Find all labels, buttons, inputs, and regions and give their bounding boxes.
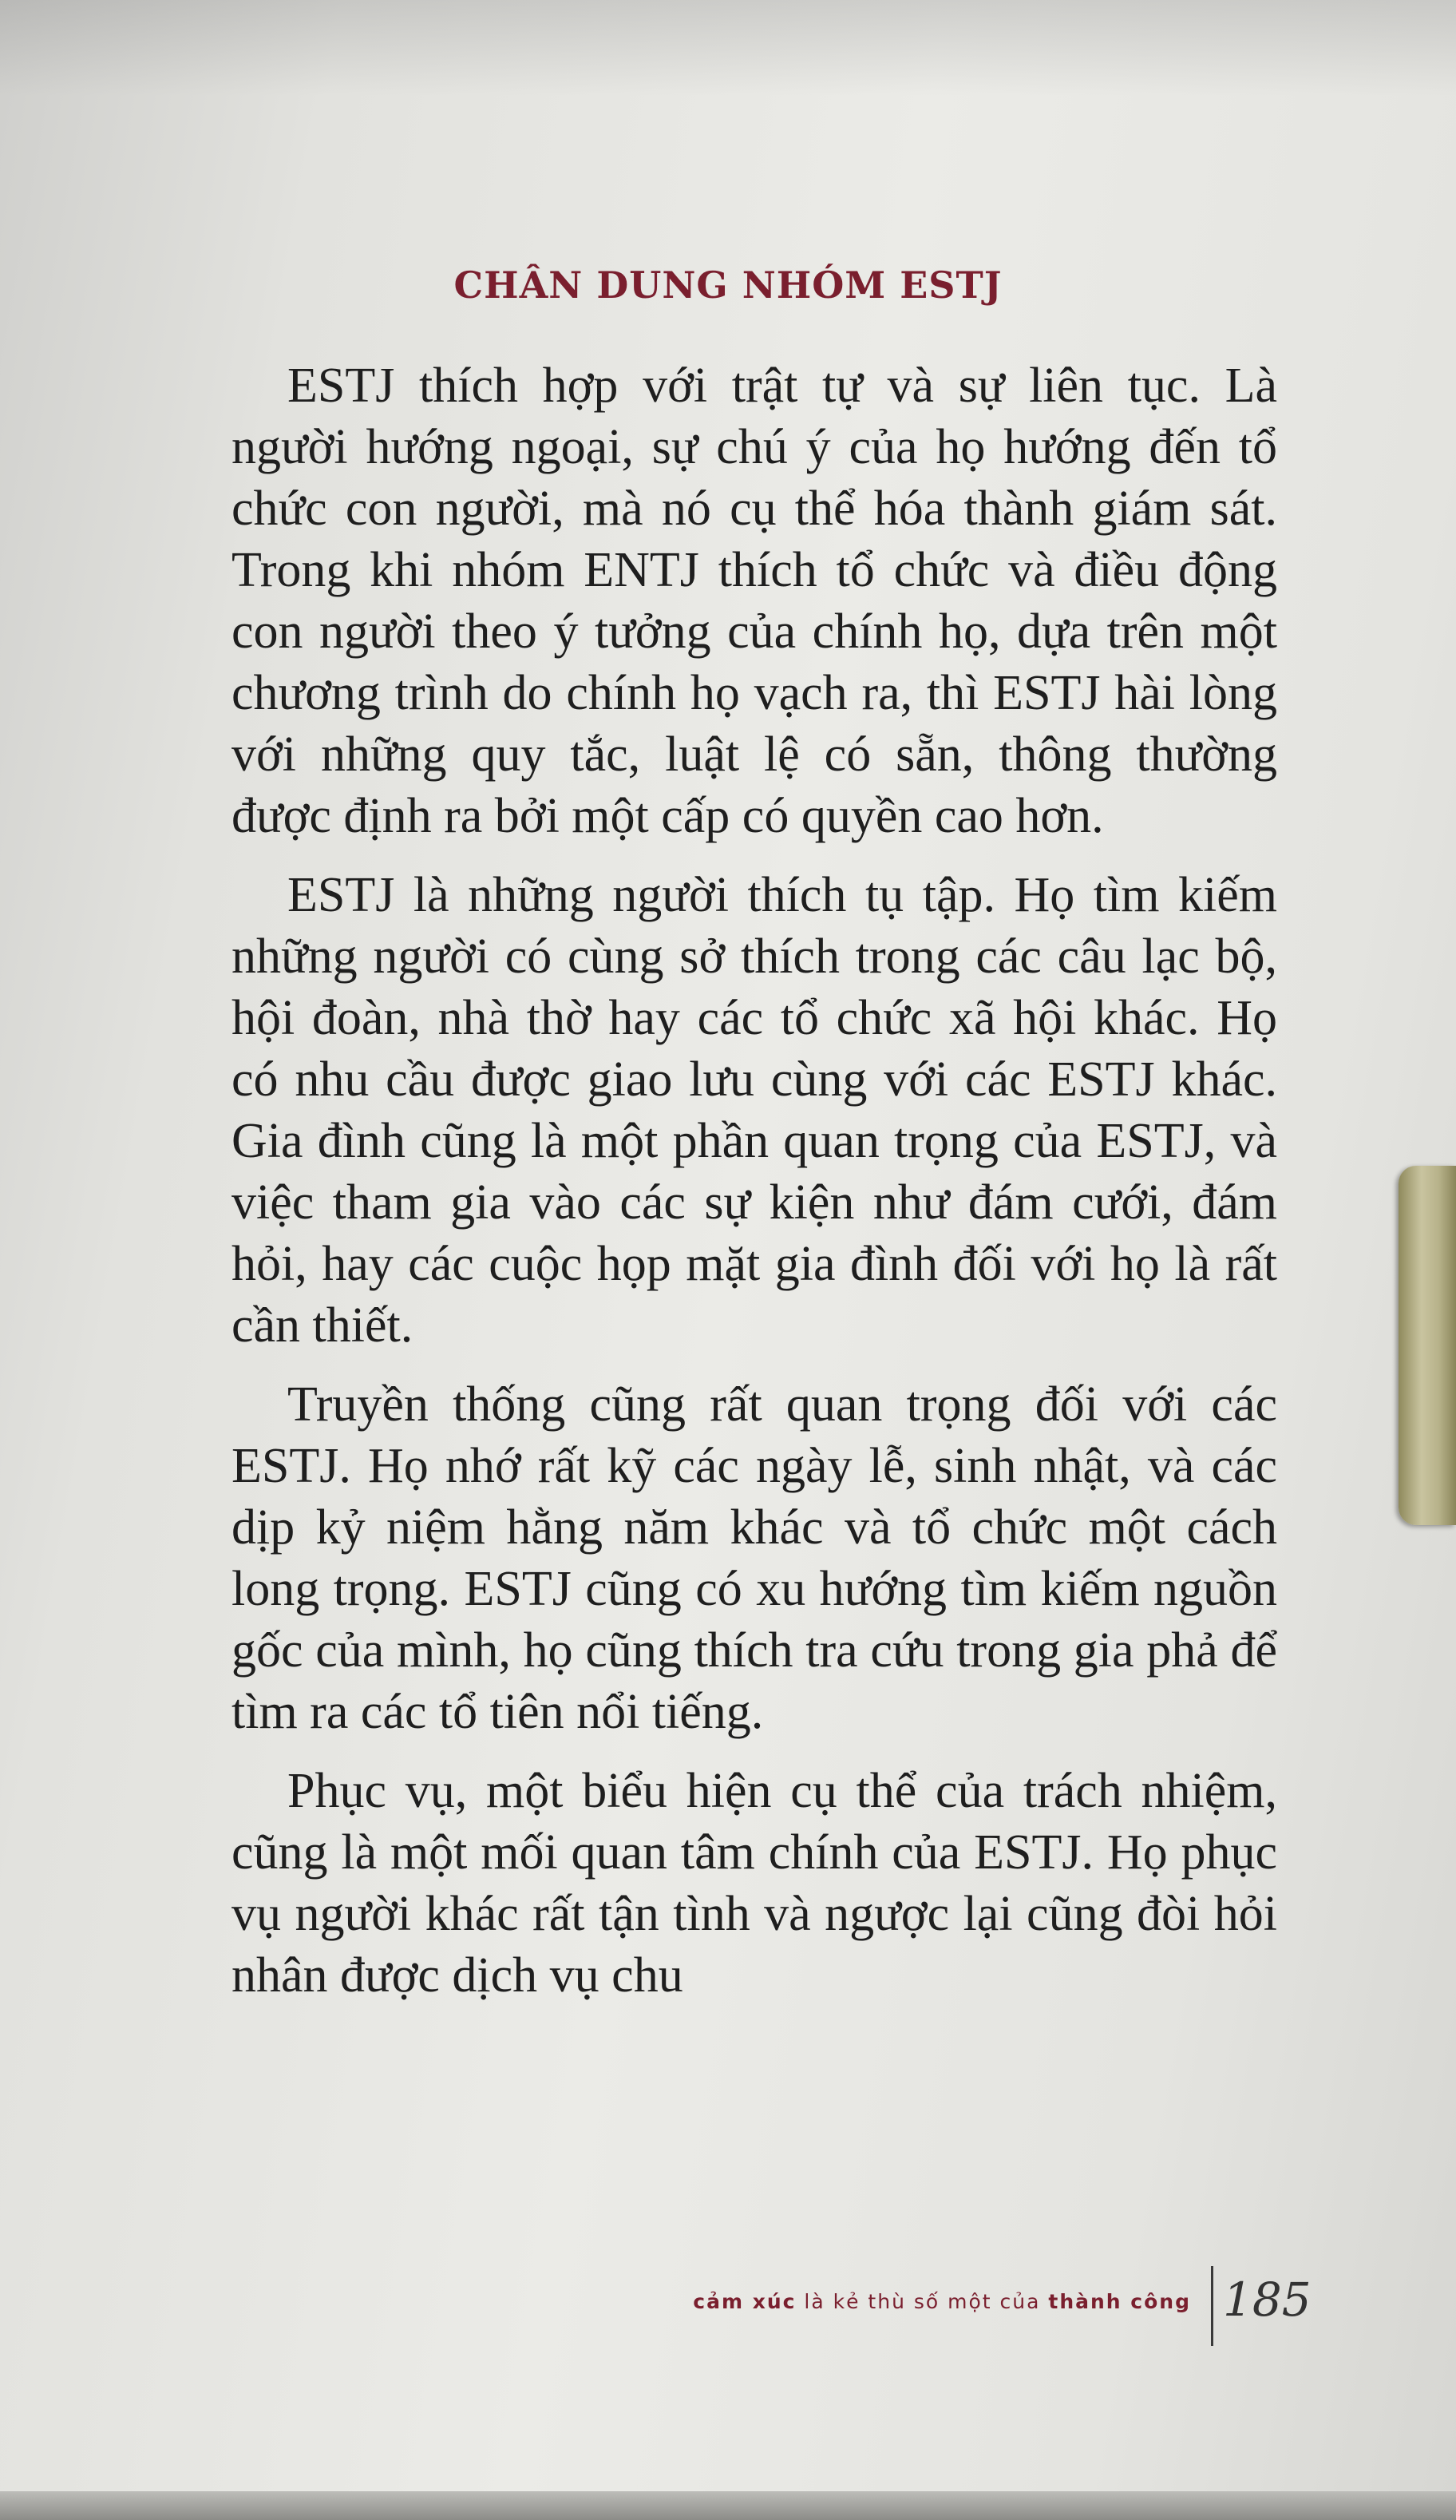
footer-caption — [693, 2290, 1191, 2313]
footer-caption-middle: là kẻ thù số một của — [796, 2290, 1049, 2313]
page-number: 185 — [1223, 2272, 1312, 2327]
page-tab-marker — [1399, 1166, 1456, 1525]
page-footer — [693, 2266, 1325, 2346]
chapter-title: CHÂN DUNG NHÓM ESTJ — [453, 263, 1003, 307]
body-text — [231, 355, 1277, 2024]
page-bottom-edge — [0, 2491, 1456, 2520]
footer-caption-emotion: cảm xúc — [693, 2290, 797, 2313]
footer-caption-success: thành công — [1048, 2290, 1191, 2313]
footer-divider — [1211, 2266, 1213, 2346]
page-top-shadow — [0, 0, 1456, 96]
paragraph-3: Truyền thống cũng rất quan trọng đối với các ESTJ. Họ nhớ rất kỹ các ngày lễ, sinh nhật, và các dịp kỷ niệm hằng năm khác và tổ chức một cách long trọng. ESTJ cũng có xu hướng tìm kiếm nguồn gốc của mình, họ cũng thích tra cứu trong gia phả để tìm ra các tổ tiên nổi tiếng. — [231, 1377, 1277, 1739]
paragraph-1: ESTJ thích hợp với trật tự và sự liên tục. Là người hướng ngoại, sự chú ý của họ hướng đến tổ chức con người, mà nó cụ thể hóa thành giám sát. Trong khi nhóm ENTJ thích tổ chức và điều động con người theo ý tưởng của chính họ, dựa trên một chương trình do chính họ vạch ra, thì ESTJ hài lòng với những quy tắc, luật lệ có sẵn, thông thường được định ra bởi một cấp có quyền cao hơn. — [231, 359, 1277, 843]
paragraph-2: ESTJ là những người thích tụ tập. Họ tìm kiếm những người có cùng sở thích trong các câu lạc bộ, hội đoàn, nhà thờ hay các tổ chức xã hội khác. Họ có nhu cầu được giao lưu cùng với các ESTJ khác. Gia đình cũng là một phần quan trọng của ESTJ, và việc tham gia vào các sự kiện như đám cưới, đám hỏi, hay các cuộc họp mặt gia đình đối với họ là rất cần thiết. — [231, 868, 1277, 1353]
paragraph-4: Phục vụ, một biểu hiện cụ thể của trách nhiệm, cũng là một mối quan tâm chính của ESTJ. Họ phục vụ người khác rất tận tình và ngược lại cũng đòi hỏi nhân được dịch vụ chu — [231, 1764, 1277, 2003]
